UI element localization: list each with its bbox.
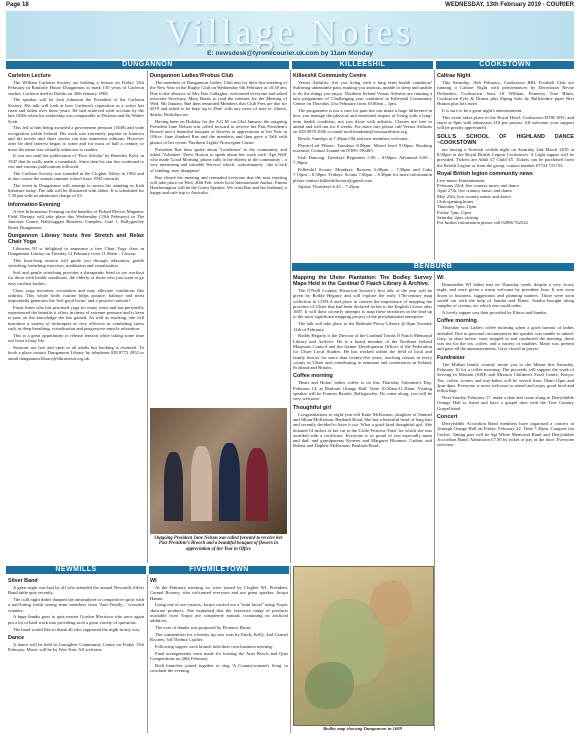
article-text: The event in Dungannon will attempt to assess his standing in Irish literature today. The talk will be illustrated with slides. It is scheduled for 7.30 pm with an admission charge of £3. [8, 182, 144, 199]
article-text: Drumsallen WI ladies met on Thursday week, despite a very frosty night, and were given a warm welcome by president Jean. It was soon down to business, suggestions and planning matters. Those were soon sorted out with the help of Sandra and Elinor. Sandra brought along samples of creams, etc which one could order. [437, 282, 574, 309]
headline-chair-yoga: Dungannon Library hosts free Stretch and Relax Chair Yoga [8, 232, 144, 245]
column-divider [290, 566, 291, 733]
column-divider [434, 70, 435, 260]
bar-benburb: BENBURB [292, 263, 574, 271]
article-text: A huge thanks goes to quiz master Gordon Morrison who once again put a lot of hard work into providing such a great variety of questions. [8, 614, 144, 625]
article-text: This is a great opportunity to release tension while taking some time out from a busy life. [8, 332, 144, 344]
article-text: A lovely supper was then provided by Elinor and Sandra. [442, 309, 548, 315]
article-text: The members of Dungannon Ladies' Club met for their first meeting of the New Year in the Rugby Club on Wednesday 6th February at 10.30 am. Due to the absence of Mrs Rae Gallagher, welcomed everyone and asked associate Secretary, Mary Burns to read the minutes for the Meeting of Wed. 9th January. Rae then reminded Members that Club Fees are due for 2019 and asked to be kept 'up to Date' with any news of note ie. illness, deaths, Birthdays etc. [150, 80, 287, 117]
dungannon-mid-column [150, 70, 287, 405]
headline-coffee-morning-2: Coffee morning [437, 318, 477, 325]
article-text: Jujitsu: Thursdays 6.45 – 7.45pm [298, 184, 360, 190]
article-text: It is sure to be a great night's entertainment. [442, 107, 523, 113]
article-text: Having been on Holiday for the A.G.M. on 23rd January, the outgoing President June Nelson was called forward to receive her Past President's Brooch and a beautiful bouquet of flowers in appreciation of her Year in Office. June thanked Rae and the members and then gave a Talk with photos of her recent 'Northern Lights' Norwegian Cruise. [150, 118, 287, 145]
column-divider [147, 70, 148, 563]
article-text: The O'Neill Country Historical Society's first talk of the year will be given by Roddy Hegarty and will explore the early 17th-century map collection in COFLA and place in context the importance of mapping the province of Ulster that had been declared forfeit to the English Crown after 1607. It will draw on early attempts to map these territories in the lead up to the most significant mapping project of the pre-plantation enterprise. [293, 288, 432, 320]
headline-caltrae: Caltrae Night [437, 73, 471, 79]
article-text: The programme is not a cure for pain but can make a huge difference in how you manage the physical and emotional impact of living with a long-term health condition, not just those with arthritis. Classes are free to attend and will run for 6 weeks. For more info please call Versus Arthritis on 028 9078 2940 or email niofficeadmin@versusarthritis.org. [293, 107, 432, 135]
column-divider [434, 272, 435, 730]
headline-fivemiletown-wi: WI [150, 578, 157, 584]
article-text: 'Heart and Home' ladies coffee is on this Thursday Valentine's Day, February 14, at Benburb Orange Hall. Time 10.30am-11.30am. Visiting speaker will be Frances Beattie, Ballygawley. Do come along, you will be very welcome. [293, 380, 432, 402]
column-divider [290, 70, 291, 563]
headline-dance: Dance [8, 634, 25, 641]
article-text: The Carleton Society was founded in the Clogher Valley in 1982 and in due course the annual summer school from 1992 onwards. [8, 170, 144, 182]
article-text: Rae closed the meeting and reminded everyone that the next meeting will take place on Wed. 20th Feb. when local International Author, Emma Heatherington will be the Guest Speaker. We wish Rae and her husband, a happy and safe trip to Australia. [150, 174, 287, 196]
headline-silver-band: Silver Band [8, 578, 38, 584]
headline-coffee-morning: Coffee morning [293, 373, 333, 380]
article-text: A great night was had by all who attended the annual Newmills Silver Band table quiz recently. [8, 585, 144, 596]
article-text: A free Information Evening on the benefits of Pulsed Electro Magnetic Field Therapy will take place this Wednesday (13th February) in The Junction Centre, Ballysaggart Business Complex, Gate 1, Ballygawley Road, Dungannon. [8, 208, 144, 230]
article-text: Killeeshil Scouts: Mondays: Beavers 6.00pm – 7.00pm and Cubs 7.15pm – 8.30pm. Fridays: Scouts 7.00pm – 8.30pm for more information please contact killeeshilscouts@gmail.com [293, 166, 432, 183]
photo-caption: Outgoing President June Nelson was called forward to receive her Past President's Brooch and a beautiful bouquet of flowers in appreciation of her Year in Office [154, 536, 283, 552]
issue-date: WEDNESDAY, 13th February 2019 - COURIER [445, 2, 574, 8]
newmills-column [8, 575, 144, 733]
article-text: Following supper, each branch held their own business meeting. [155, 643, 273, 649]
article-text: It was not until the publication of 'Poor Scholar' by Benedict Kiely in 1947 that he really made a comeback. Since then his star has continued to rise and various publications followed. [8, 153, 144, 169]
article-text: Derryfubble Accordion Band members have organised a concert in Armagh Orange Hall on Friday, February 22. Time 7.45pm. Campsie fan Cachet. Taking part will be Sgt White Memorial Band and Derryfubble Accordion Band. Admission £7.50 by ticket or pay at the door. Everyone welcome. [437, 420, 574, 448]
article-text: The cold night didn't dampen the atmosphere or competitive spirit with a nail-biting finish seeing team members from 'And Finally...' crowned winners. [8, 597, 144, 613]
article-text: Soft and gentle stretching provides a therapeutic head to toe workout for those with health conditions, the elderly or those who just want to go easy on their bodies. [8, 270, 144, 286]
headline-thoughtful-girl: Thoughtful girl [293, 404, 332, 411]
fivemiletown-column [150, 575, 288, 733]
masthead-banner [6, 11, 574, 59]
bar-killeeshil: KILLEESHIL [292, 61, 433, 69]
page-header [0, 0, 580, 11]
bar-dungannon: DUNGANNON [6, 61, 289, 69]
article-text: Next Sunday, February 17, make a date and come along to Derryfubble Orange Hall to listen and have a gospel time with the True Country Gospel band. [437, 395, 574, 411]
article-text: Both branches joined together to sing 'A Countrywoman's Song' to conclude the evening. [150, 662, 288, 674]
article-text: The talk will take place in the Benburb Priory Library @ 8pm Tuesday 12th of February. [293, 321, 432, 332]
cookstown-column [437, 70, 574, 260]
headline-wi: WI [437, 275, 444, 281]
article-text: Irish Dancing: Tuesdays Beginners 5.00 – 6.00pm. Advanced 6.00 – 7.30pm. [293, 154, 432, 166]
article-text: Using one of our visitors, Jacqui carried out a "mini facial" using Tropic skincare products. She explained that the extensive range of products available from Tropic are completely natural, containing no artificial additives. [150, 602, 288, 624]
headline-probus: Dungannon Ladies'/Probus Club [150, 73, 234, 79]
article-text: Thursday was Ladies coffee morning when a good turnout of ladies attended. Due to personal circumstances the speaker was unable to attend. Gary, at short notice, soon stepped in and conducted the meeting, these was tea for the tea, coffee, and a variety of eatables. Many was present and gave all the announcements. Gaye closed in prayer. [437, 325, 574, 352]
article-text: The band would like to thank all who supported the night in any way. [13, 626, 141, 632]
article-text: This event takes place in the Royal Hotel, Cookstown BT80 8NG and starts at 8pm with admission £10 per person. All welcome your support will be greatly appreciated. [437, 114, 574, 131]
headline-fundraiser: Fundraiser [437, 354, 465, 361]
headline-carleton: Carleton Lecture [8, 73, 51, 79]
article-text: Fiona Jones who has practised yoga for many years and has personally experienced the benefits it offers in times of extreme pressure and is keen to pass on the knowledge she has gained. As well as teaching, she will introduce a variety of techniques as very effective in combating stress such as deep breathing, visualisation and progressive muscle relaxation. [8, 304, 144, 332]
article-text: Sessions are free and open to all adults but booking is essential. To book a place contact Dungannon Library by telephone 028 8772 2952 or email dungannon.library@librariesni.org.uk. [8, 344, 144, 361]
benburb-right-column [437, 272, 574, 730]
article-text: This Saturday, 16th February, Cookstown RBL Football Club are running a Caltrae Night with performances by Derryloran Revue Defenders, Cookstown Sons Of William, Pomeroy True Blues, Cookstown Fyfe & Drums plus Piping Solo by Ballyholme piper Bert Hutton plus lots more. [437, 80, 574, 107]
dungannon-left-column [8, 70, 144, 563]
article-text: Congratulations to eight-year-old Katie McKernan, daughter of Samuel and Jillian McKernan, Benburb Road. She has a beautiful head of long hair and recently decided to have it cut. What a good kind thoughtful girl. She donated 14 inches of her cut to the 'Little Princess Trust' for which she was awarded with a certificate. Everyone is so proud of you especially mum and dad, and grandparents Kenven and Margaret Bloomer, Cadian, and Robert and Daphne McKernan, Benburb Road. [293, 411, 432, 449]
headline-bodley-maps: Mapping the Ulster Plantation: The Bodley Survey Maps Held in the Cardinal Ó Fiaich Library & Archive. [293, 275, 432, 287]
article-text: This hour-long session will guide you through relaxation, gentle stretching, breathing exercises, meditation and visualisation. [8, 258, 144, 269]
article-text: Live music Entertainment February 23rd, live country music and dance April 27th, live country music and dance May 25th, live country music and dance Club opening hours Thursday 7pm–11pm Friday 7pm–11pm Saturday 2pm–closing For further information please call 02886 762524 [437, 177, 528, 226]
article-text: Bowls: Sundays at 7.30pm Old and new members welcome. [298, 135, 409, 141]
headline-highland-dance: SOLL'S SCHOOL OF HIGHLAND DANCE ~COOKSTOWN [437, 133, 574, 146]
section-title: Village Notes [165, 12, 415, 52]
article-text: Physio-Led Pilates: Tuesdays 8.00pm. Mixed level 9.00pm. Booking essential. Contact Joanne on 07895 196485. [293, 142, 432, 154]
article-text: Roddy Hegarty is the Director of the Cardinal Tomás Ó Fiaich Memorial Library and Archive. He is a board member of the Northern Ireland Museums Council and the former Development Officer of the Federation for Ulster Local Studies. He has worked within the field of local and family history for more than twenty-five years, teaching classes in every county in Ulster and contributing to seminars and conferences in Ireland, Scotland and Britain. [293, 333, 432, 371]
article-text: The William Carleton Society are holding a lecture on Friday 15th February in Ranfurly House Dungannon to mark 150 years of Carleton studies. Carleton died in Dublin on 30th January 1869. [8, 80, 144, 96]
article-text: Versus Arthritis: Are you living with a long term health condition? Suffering unbearable pain, making you anxious, unable to sleep and unable to do the things you enjoy. Northern Ireland Versus Arthritis are running a new programme of 'Challenging your condition' in Killeeshil Community Centre on Thursday 21st February from 10.00am – 1pm. [293, 80, 432, 107]
article-text: are having a Scottish ceilidh night on Saturday 2nd March 2019 at 8.00pm in the Royal British Legion Cookstown. A Light supper will be provided. Tickets are Adult £7 Child £5. Tickets can be purchased from the British Legion or from the group, contact number 07724 721753. [437, 146, 574, 168]
article-text: This led to him being awarded a government pension (1848) and wide recognition within Ireland. His work was extremely popular in America and his novels and short stories ran into numerous editions. However after he died interest began to wane and for most of half a century or more his name was virtually unknown to readers. [8, 125, 144, 152]
headline-information-evening: Information Evening [8, 201, 61, 208]
bar-newmills: NEWMILLS [6, 566, 146, 574]
column-divider [147, 575, 148, 733]
killeeshil-column [293, 70, 432, 266]
bar-fivemiletown: FIVEMILETOWN [149, 566, 289, 574]
submission-email: E: newsdesk@tyronecourier.uk.com by 11am Monday [207, 50, 373, 57]
headline-killeeshil: Killeeshil Community Centre [293, 73, 367, 79]
headline-rbl-news: Royal British legion community news [437, 170, 533, 177]
article-text: Chair yoga increases circulation and may alleviate conditions like arthritis. This whole body routine helps posture, balance and most importantly generates the 'feel good factor' and a positive outlook! [8, 287, 144, 304]
headline-concert: Concert [437, 413, 458, 420]
page-number: Page 18 [6, 2, 29, 8]
article-text: At the February meeting we were joined by Clogher WI. President, Carmel Rooney, who welcomed everyone and our guest speaker, Jacqui Hanna. [150, 585, 288, 601]
bar-cookstown: COOKSTOWN [436, 61, 574, 69]
benburb-column [293, 272, 432, 562]
article-text: The competition for a beauty tip was won by Emily Kelly, 2nd Carmel Rooney, 3rd Thelma Coulter. [150, 631, 288, 643]
article-text: President Rae then spoke about 'Loneliness' in the community and asked 'Volunteer' Drew Horton to speak about her work with 'Age Well' who made 'Good Morning' phone calls to the elderly in the community – a very interesting and valuable 'Service' which , unfortunately , she is lack of funding, may disappear! [150, 146, 287, 173]
map-caption: Bodley map showing Dungannon in 1609 [323, 726, 402, 731]
article-text: A dance will be held in Lisnagleer Community Centre on Friday 15th February. Music will be by Wee Tom. All welcome [8, 641, 144, 653]
article-text: The speaker will be Jack Johnston the President of the Carleton Society. His talk will look at how Carleton's reputation as a writer has risen and fallen over these years. He had achieved wide acclaim by the late 1840s when his readership was comparable to Dickens and Sir Walter Scott. [8, 97, 144, 124]
article-text: Final arrangements were made for hosting the Area Bowls and Quiz Competitions on 28th February. [150, 650, 288, 662]
club-photo [150, 408, 287, 534]
article-text: The Mullan family warmly invite you to the Manse this Saturday, February 16 for a coffee morning. The proceeds will support the work of Serving in Mission (SIM) and Mission Children's Food Centre, Kenya. Tea, coffee, scones and tray-bakes will be served from 10am-12pm and 2pm-4pm. Everyone is most welcome to attend and enjoy good food and fellowship. [437, 361, 574, 394]
article-text: The vote of thanks was proposed by Florence Brunt. [155, 625, 252, 631]
article-text: Libraries NI is delighted to announce a free Chair Yoga class in Dungannon Library on Tuesday 12 February from 11.00am – 12noon. [8, 245, 144, 257]
bodley-map-image [293, 566, 434, 726]
